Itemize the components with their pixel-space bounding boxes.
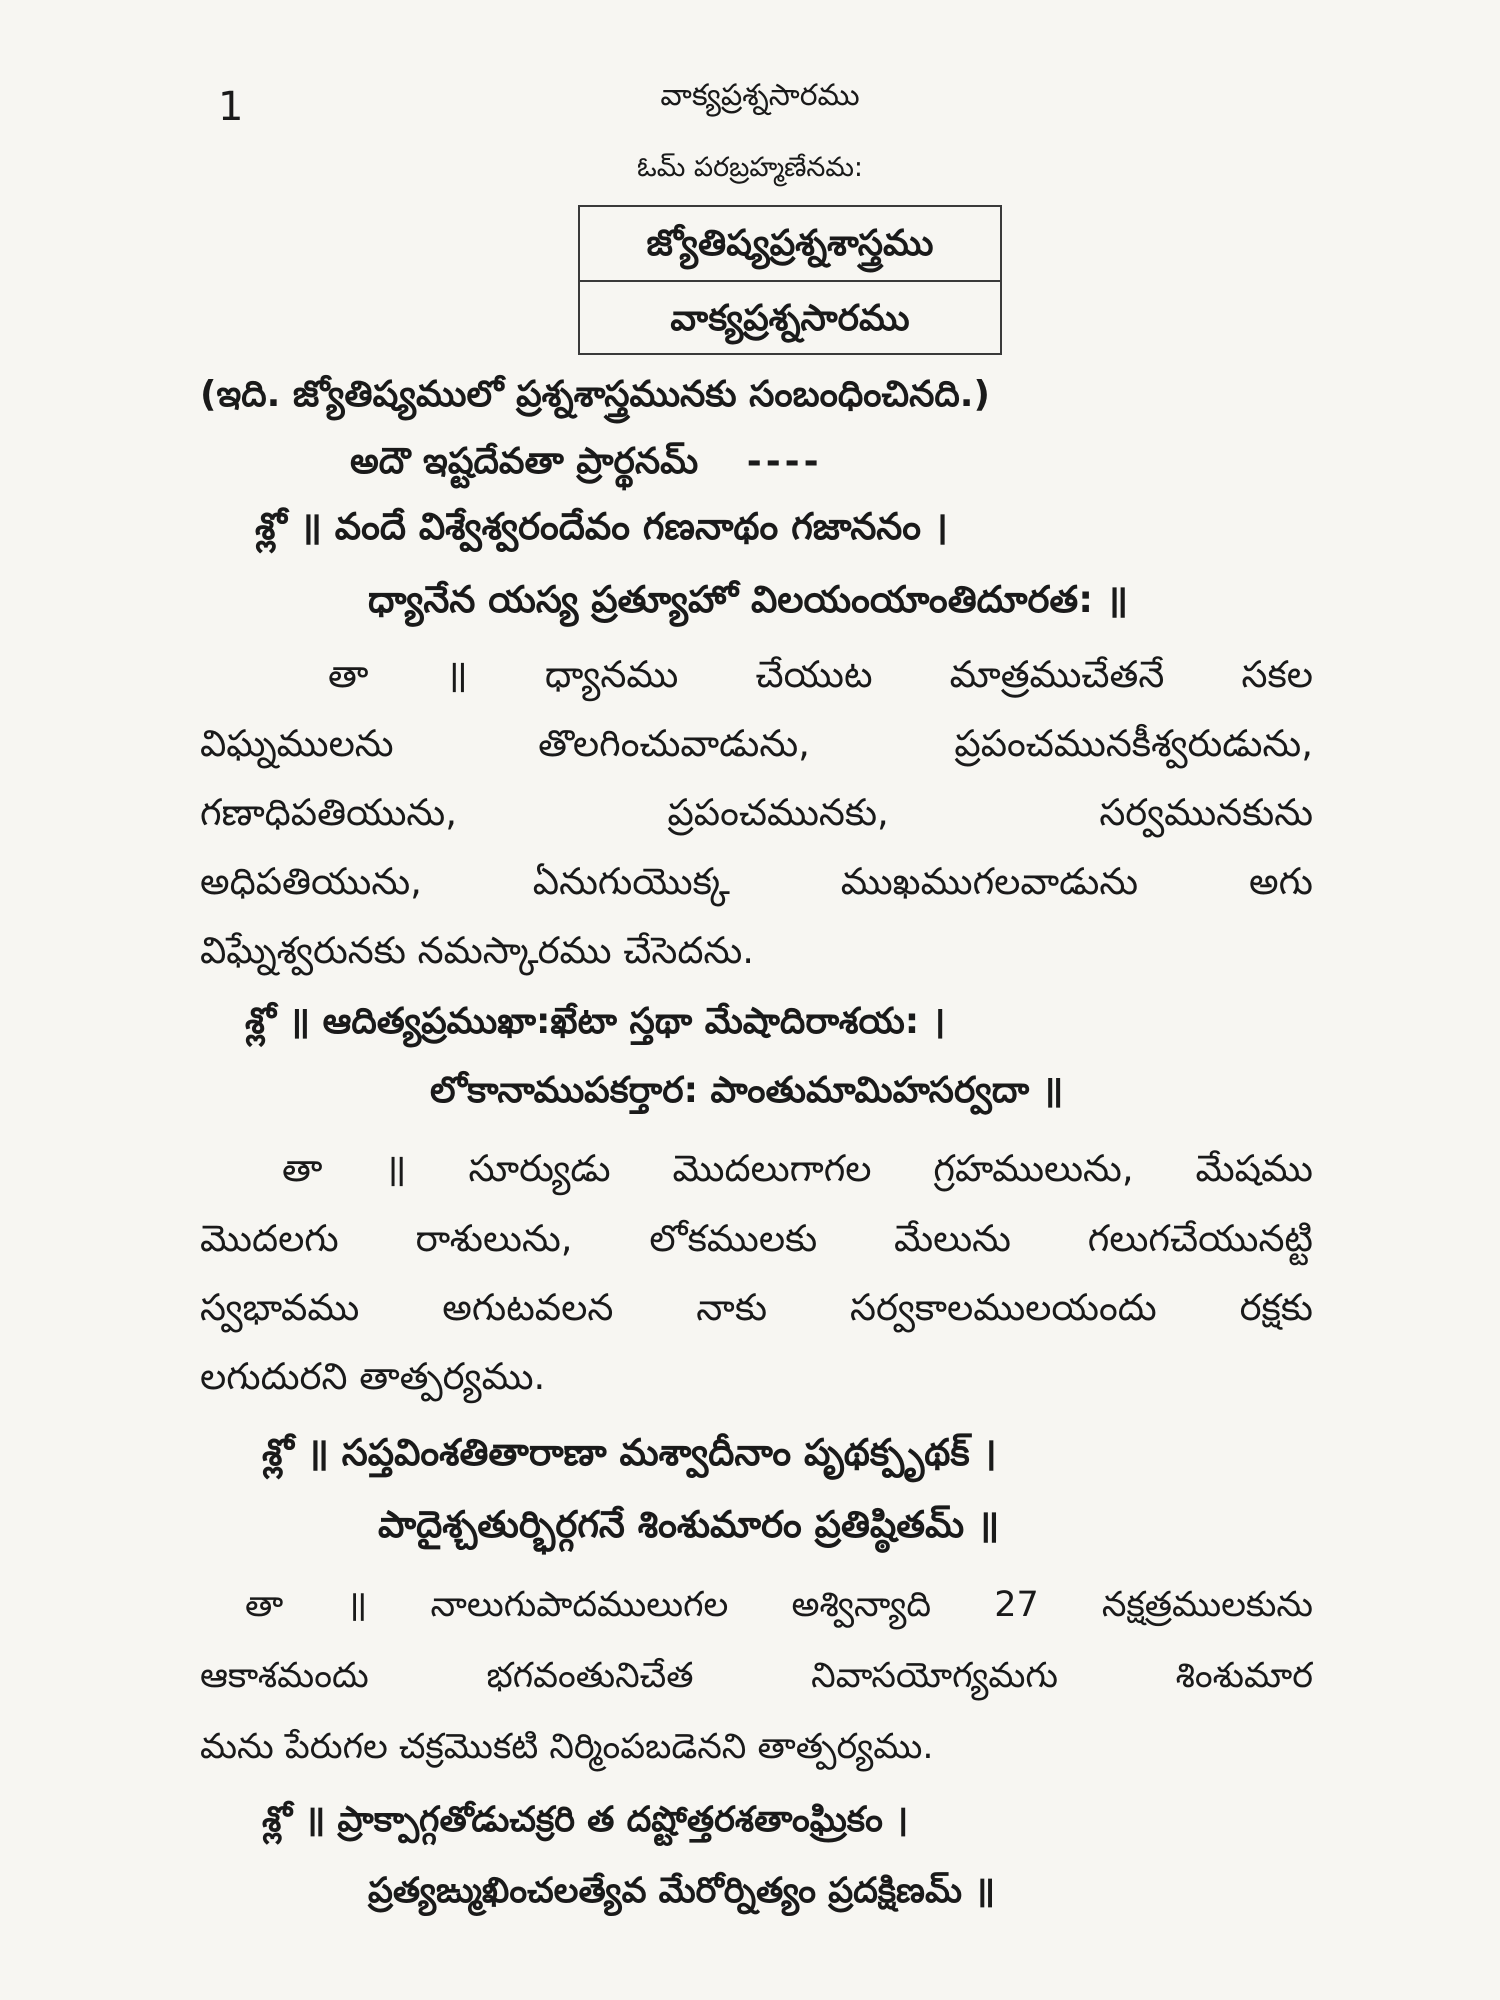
- verse-3-line-2: పాదైశ్చతుర్భిర్గగనే శింశుమారం ప్రతిష్ఠితమ్ ॥: [378, 1503, 1000, 1546]
- prayer-heading-dash: ----: [746, 441, 823, 482]
- verse-2-meaning-4: లగుదురని తాత్పర్యము.: [200, 1355, 546, 1398]
- verse-3-meaning-1: తా ॥ నాలుగుపాదములుగల అశ్విన్యాది 27 నక్షత్రములకును: [245, 1585, 1313, 1625]
- verse-1-line-1: శ్లో ॥ వందే విశ్వేశ్వరందేవం గణనాథం గజాననం ।: [255, 505, 948, 548]
- verse-4-line-1: శ్లో ॥ ప్రాక్పాగ్గతోడుచక్రరి త దష్టోత్తరశతాంఘ్రికం ।: [262, 1800, 909, 1840]
- verse-1-meaning-4: అధిపతియును, ఏనుగుయొక్క ముఖముగలవాడును అగు: [200, 860, 1313, 903]
- intro-line: (ఇది. జ్యోతిష్యములో ప్రశ్నశాస్త్రమునకు సంబంధించినది.): [200, 374, 990, 415]
- running-header: వాక్యప్రశ్నసారము: [660, 78, 860, 113]
- verse-3-line-1: శ్లో ॥ సప్తవింశతితారాణా మశ్వాదీనాం పృథక్పృథక్ ।: [262, 1431, 997, 1474]
- verse-1-meaning-2: విఘ్నములను తొలగించువాడును, ప్రపంచమునకీశ్వరుడును,: [200, 722, 1313, 765]
- verse-1-meaning-3: గణాధిపతియును, ప్రపంచమునకు, సర్వమునకును: [200, 791, 1313, 834]
- page-number: 1: [218, 84, 244, 130]
- verse-2-meaning-3: స్వభావము అగుటవలన నాకు సర్వకాలములయందు రక్షకు: [200, 1286, 1313, 1329]
- verse-2-meaning-1: తా ॥ సూర్యుడు మొదలుగాగల గ్రహములును, మేషము: [282, 1147, 1313, 1190]
- verse-2-meaning-2: మొదలగు రాశులును, లోకములకు మేలును గలుగచేయునట్టి: [200, 1217, 1313, 1260]
- verse-3-meaning-2: ఆకాశమందు భగవంతునిచేత నివాసయోగ్యమగు శింశుమార: [200, 1656, 1313, 1696]
- prayer-heading-text: అదౌ ఇష్టదేవతా ప్రార్థనమ్: [350, 441, 699, 482]
- verse-1-meaning-5: విఘ్నేశ్వరునకు నమస్కారము చేసెదను.: [200, 929, 755, 972]
- title-line-2: వాక్యప్రశ్నసారము: [580, 280, 1000, 355]
- verse-4-line-2: ప్రత్యఙ్ముఖించలత్యేవ మేరోర్నిత్యం ప్రదక్షిణమ్ ॥: [368, 1871, 996, 1911]
- verse-3-meaning-3: మను పేరుగల చక్రమొకటి నిర్మింపబడెనని తాత్పర్యము.: [200, 1727, 934, 1767]
- prayer-heading: [350, 437, 823, 487]
- verse-1-line-2: ధ్యానేన యస్య ప్రత్యూహో విలయంయాంతిదూరత: ॥: [368, 578, 1129, 621]
- invocation: ఓమ్ పరబ్రహ్మణేనమ:: [636, 152, 863, 183]
- verse-2-line-2: లోకానాముపకర్తార: పాంతుమామిహసర్వదా ॥: [430, 1070, 1064, 1111]
- title-line-1: జ్యోతిష్యప్రశ్నశాస్త్రము: [646, 223, 934, 264]
- title-box: [578, 205, 1002, 355]
- verse-2-line-1: శ్లో ॥ ఆదిత్యప్రముఖా:ఖేటా స్తథా మేషాదిరాశయ: ।: [245, 1001, 946, 1042]
- verse-1-meaning-1: తా ॥ ధ్యానము చేయుట మాత్రముచేతనే సకల: [328, 653, 1313, 696]
